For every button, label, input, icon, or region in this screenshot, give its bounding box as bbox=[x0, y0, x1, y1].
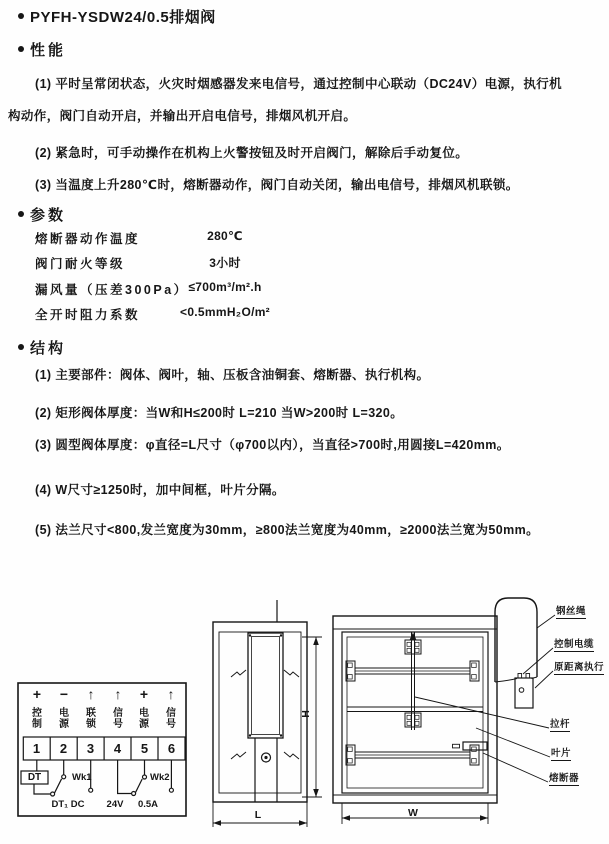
dim-label-L: L bbox=[254, 809, 262, 821]
wiring-rating: 0.5A bbox=[137, 799, 159, 810]
terminal-label: 电源 bbox=[59, 708, 69, 731]
callout-pull-rod: 拉杆 bbox=[550, 716, 570, 732]
param-name: 阀门耐火等级 bbox=[35, 257, 126, 271]
structure-item: (1) 主要部件：阀体、阀叶，轴、压板含油铜套、熔断器、执行机构。 bbox=[35, 368, 430, 382]
terminal-number: 6 bbox=[167, 741, 176, 756]
dim-label-W: W bbox=[408, 807, 418, 819]
callout-remote-actuator: 原距离执行 bbox=[554, 659, 604, 675]
dt-label: DT bbox=[27, 772, 42, 783]
section-heading-performance: 性能 bbox=[30, 42, 67, 59]
structure-item: (3) 圆型阀体厚度：φ直径=L尺寸（φ700以内），当直径>700时,用圆接L=420mm。 bbox=[35, 438, 510, 452]
param-value: 280℃ bbox=[207, 229, 243, 243]
section-heading-parameters: 参数 bbox=[30, 207, 67, 224]
structure-item: (4) W尺寸≥1250时，加中间框，叶片分隔。 bbox=[35, 483, 285, 497]
wiring-rating: DT₁ DC bbox=[51, 799, 85, 810]
terminal-symbol: + bbox=[32, 686, 42, 702]
performance-p1-line1: (1) 平时呈常闭状态，火灾时烟感器发来电信号，通过控制中心联动（DC24V）电源，执行机 bbox=[35, 77, 563, 91]
terminal-label: 电源 bbox=[139, 708, 149, 731]
shaft-channel bbox=[255, 738, 277, 802]
remote-actuator-box bbox=[515, 674, 533, 709]
terminal-label: 联锁 bbox=[86, 708, 96, 731]
wk2-label: Wk2 bbox=[150, 772, 170, 783]
structure-item: (5) 法兰尺寸<800,发兰宽度为30mm，≥800法兰宽度为40mm，≥2000法兰宽为50mm。 bbox=[35, 523, 540, 537]
callout-blade: 叶片 bbox=[551, 745, 571, 761]
param-value: ≤700m³/m².h bbox=[188, 280, 262, 294]
param-value: <0.5mmH₂O/m² bbox=[180, 305, 270, 319]
terminal-label: 信号 bbox=[166, 708, 176, 731]
side-inner-wall bbox=[219, 632, 301, 793]
wiring-rating: 24V bbox=[106, 799, 124, 810]
actuator-housing bbox=[248, 633, 283, 738]
structure-item: (2) 矩形阀体厚度：当W和H≤200时 L=210 当W>200时 L=320。 bbox=[35, 406, 404, 420]
callout-leader-lines bbox=[415, 615, 555, 782]
bullet-icon bbox=[18, 211, 24, 217]
valve-front-view bbox=[333, 598, 555, 824]
callout-control-cable: 控制电缆 bbox=[554, 636, 594, 652]
terminal-number: 4 bbox=[113, 741, 122, 756]
side-outer-body bbox=[213, 622, 307, 802]
terminal-symbol: ↑ bbox=[87, 686, 95, 702]
section-heading-structure: 结构 bbox=[30, 340, 67, 357]
param-name: 漏风量（压差300Pa） bbox=[35, 283, 189, 297]
terminal-label: 控制 bbox=[32, 708, 42, 731]
param-name: 全开时阻力系数 bbox=[35, 308, 141, 322]
diagrams-area bbox=[0, 560, 609, 844]
page-title: PYFH-YSDW24/0.5排烟阀 bbox=[30, 9, 216, 26]
bullet-icon bbox=[18, 46, 24, 52]
bullet-icon bbox=[18, 13, 24, 19]
callout-fuse: 熔断器 bbox=[549, 770, 579, 786]
dim-label-H: H bbox=[300, 710, 312, 718]
bullet-icon bbox=[18, 344, 24, 350]
break-marks bbox=[231, 670, 299, 759]
performance-p3: (3) 当温度上升280℃时，熔断器动作，阀门自动关闭，输出电信号，排烟风机联锁。 bbox=[35, 178, 519, 192]
terminal-number: 2 bbox=[59, 741, 68, 756]
wk1-label: Wk1 bbox=[72, 772, 92, 783]
terminal-symbol: ↑ bbox=[167, 686, 175, 702]
terminal-number: 3 bbox=[86, 741, 95, 756]
terminal-symbol: + bbox=[139, 686, 149, 702]
performance-p2: (2) 紧急时，可手动操作在机构上火警按钮及时开启阀门，解除后手动复位。 bbox=[35, 146, 469, 160]
terminal-label: 信号 bbox=[113, 708, 123, 731]
cable-loop bbox=[495, 598, 537, 682]
housing-bolts bbox=[249, 634, 282, 736]
param-value: 3小时 bbox=[209, 256, 241, 270]
callout-wire-rope: 钢丝绳 bbox=[556, 603, 586, 619]
pull-rod bbox=[405, 632, 421, 730]
terminal-number: 5 bbox=[140, 741, 149, 756]
param-name: 熔断器动作温度 bbox=[35, 232, 141, 246]
terminal-number: 1 bbox=[32, 741, 41, 756]
terminal-symbol: − bbox=[59, 686, 69, 702]
performance-p1-line2: 构动作，阀门自动开启，并输出开启电信号，排烟风机开启。 bbox=[8, 109, 357, 123]
blade-shaft-top bbox=[346, 661, 479, 681]
terminal-symbol: ↑ bbox=[114, 686, 122, 702]
rod-arrow bbox=[410, 633, 417, 641]
